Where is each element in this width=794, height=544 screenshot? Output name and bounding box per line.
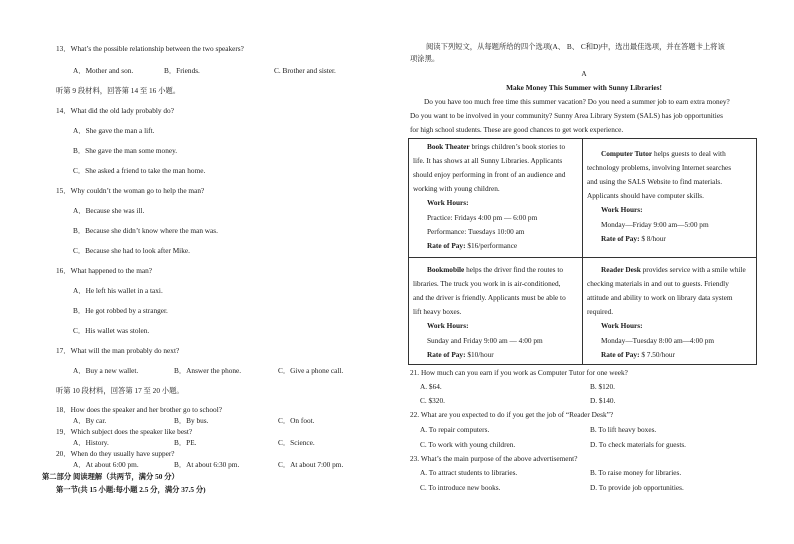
q23-option-c: C. To introduce new books. xyxy=(420,483,501,492)
rate-label: Rate of Pay: xyxy=(427,240,468,250)
ad-cell-book-theater xyxy=(408,138,583,258)
q19-option-b: B．PE. xyxy=(174,438,197,447)
cell-text: working with young children. xyxy=(413,184,500,194)
q16-option-a: A．He left his wallet in a taxi. xyxy=(73,286,163,295)
cell-text: should enjoy performing in front of an audience and xyxy=(413,170,566,180)
job-title-computer-tutor: Computer Tutor xyxy=(601,149,653,158)
question-14-stem: 14．What did the old lady probably do? xyxy=(56,106,174,115)
q17-option-c: C．Give a phone call. xyxy=(278,366,344,375)
work-hours-value: Monday—Tuesday 8:00 am—4:00 pm xyxy=(601,335,715,345)
work-hours-value: Performance: Tuesdays 10:00 am xyxy=(427,226,525,236)
work-hours-label: Work Hours: xyxy=(601,205,643,215)
passage-paragraph-line3: for high school students. These are good chances to get work experience. xyxy=(410,125,624,134)
q20-option-b: B．At about 6:30 pm. xyxy=(174,460,240,469)
cell-text: helps guests to deal with xyxy=(652,149,726,158)
rate-label: Rate of Pay: xyxy=(601,349,642,359)
cell-text: brings children’s book stories to xyxy=(469,142,566,151)
q15-option-a: A．Because she was ill. xyxy=(73,206,145,215)
question-17-stem: 17．What will the man probably do next? xyxy=(56,346,180,355)
q14-option-b: B．She gave the man some money. xyxy=(73,146,178,155)
question-20-stem: 20．When do they usually have supper? xyxy=(56,449,175,458)
rate-value: $ 8/hour xyxy=(641,233,666,243)
cell-text: life. It has shows at all Sunny Libraries. Applicants xyxy=(413,156,563,166)
work-hours-value: Monday—Friday 9:00 am—5:00 pm xyxy=(601,219,709,229)
q23-option-b: B. To raise money for libraries. xyxy=(590,468,682,477)
q13-option-c: C. Brother and sister. xyxy=(274,66,336,75)
rate-label: Rate of Pay: xyxy=(427,349,468,359)
job-title-book-theater: Book Theater xyxy=(427,142,470,151)
q19-option-a: A．History. xyxy=(73,438,109,447)
passage-paragraph-line1: Do you have too much free time this summer vacation? Do you need a summer job to earn extra money? xyxy=(424,97,730,106)
q22-option-d: D. To check materials for guests. xyxy=(590,440,687,449)
work-hours-label: Work Hours: xyxy=(601,321,643,331)
q17-option-b: B．Answer the phone. xyxy=(174,366,242,375)
section-one-heading: 第一节(共 15 小题:每小题 2.5 分，满分 37.5 分) xyxy=(56,485,206,494)
question-19-stem: 19．Which subject does the speaker like best? xyxy=(56,427,193,436)
question-23-stem: 23. What’s the main purpose of the above advertisement? xyxy=(410,454,578,463)
cell-text: helps the driver find the routes to xyxy=(464,265,563,274)
question-22-stem: 22. What are you expected to do if you get the job of “Reader Desk”? xyxy=(410,410,614,419)
q13-option-b: B．Friends. xyxy=(164,66,200,75)
q14-option-a: A．She gave the man a lift. xyxy=(73,126,155,135)
q19-option-c: C．Science. xyxy=(278,438,315,447)
cell-text: attitude and ability to work on library data system xyxy=(587,293,733,303)
question-16-stem: 16．What happened to the man? xyxy=(56,266,153,275)
cell-text: and the driver is friendly. Applicants must be able to xyxy=(413,293,566,303)
ad-cell-computer-tutor xyxy=(582,138,757,258)
work-hours-value: Practice: Fridays 4:00 pm — 6:00 pm xyxy=(427,212,538,222)
cell-text: Applicants should have computer skills. xyxy=(587,191,704,201)
cell-text: checking materials in and out to guests. Friendly xyxy=(587,279,729,289)
part-two-heading: 第二部分 阅读理解（共两节，满分 50 分） xyxy=(42,472,179,481)
rate-value: $ 7.50/hour xyxy=(641,349,675,359)
question-18-stem: 18．How does the speaker and her brother go to school? xyxy=(56,405,222,414)
job-title-reader-desk: Reader Desk xyxy=(601,265,641,274)
q18-option-a: A．By car. xyxy=(73,416,107,425)
question-15-stem: 15．Why couldn’t the woman go to help the man? xyxy=(56,186,205,195)
work-hours-value: Sunday and Friday 9:00 am — 4:00 pm xyxy=(427,335,543,345)
ad-cell-reader-desk xyxy=(582,257,757,365)
reading-instruction-line2: 项涂黑。 xyxy=(410,54,440,63)
rate-value: $16/performance xyxy=(467,240,518,250)
q17-option-a: A．Buy a new wallet. xyxy=(73,366,139,375)
q21-option-a: A. $64. xyxy=(420,382,442,391)
q18-option-b: B．By bus. xyxy=(174,416,209,425)
passage-paragraph-line2: Do you want to be involved in your community? Sunny Area Library System (SALS) has job opportunities xyxy=(410,111,723,120)
cell-text: required. xyxy=(587,307,614,317)
q21-option-b: B. $120. xyxy=(590,382,615,391)
q14-option-c: C．She asked a friend to take the man home. xyxy=(73,166,206,175)
question-21-stem: 21. How much can you earn if you work as Computer Tutor for one week? xyxy=(410,368,628,377)
q20-option-a: A．At about 6:00 pm. xyxy=(73,460,139,469)
cell-text: libraries. The truck you work in is air-conditioned, xyxy=(413,279,561,289)
q21-option-c: C. $320. xyxy=(420,396,445,405)
q21-option-d: D. $140. xyxy=(590,396,616,405)
work-hours-label: Work Hours: xyxy=(427,321,469,331)
q16-option-b: B．He got robbed by a stranger. xyxy=(73,306,168,315)
q23-option-d: D. To provide job opportunities. xyxy=(590,483,684,492)
passage-letter: A xyxy=(581,69,587,78)
work-hours-label: Work Hours: xyxy=(427,198,469,208)
q13-option-a: A．Mother and son. xyxy=(73,66,134,75)
q22-option-a: A. To repair computers. xyxy=(420,425,490,434)
q20-option-c: C．At about 7:00 pm. xyxy=(278,460,344,469)
cell-text: technology problems, involving Internet searches xyxy=(587,163,732,173)
q15-option-b: B．Because she didn’t know where the man was. xyxy=(73,226,218,235)
instruction-passage-9: 听第 9 段材料，回答第 14 至 16 小题。 xyxy=(56,86,181,95)
reading-instruction-line1: 阅读下列短文，从每题所给的四个选项(A、 B、 C和D)中，选出最佳选项，并在答题卡上将该 xyxy=(426,42,725,51)
cell-text: and using the SALS Website to find materials. xyxy=(587,177,723,187)
rate-value: $10/hour xyxy=(467,349,494,359)
passage-title: Make Money This Summer with Sunny Libraries! xyxy=(506,83,662,92)
rate-label: Rate of Pay: xyxy=(601,233,642,243)
q16-option-c: C．His wallet was stolen. xyxy=(73,326,150,335)
q22-option-b: B. To lift heavy boxes. xyxy=(590,425,657,434)
q23-option-a: A. To attract students to libraries. xyxy=(420,468,518,477)
instruction-passage-10: 听第 10 段材料，回答第 17 至 20 小题。 xyxy=(56,386,184,395)
cell-text: lift heavy boxes. xyxy=(413,307,462,317)
job-title-bookmobile: Bookmobile xyxy=(427,265,465,274)
q15-option-c: C．Because she had to look after Mike. xyxy=(73,246,190,255)
cell-text: provides service with a smile while xyxy=(640,265,746,274)
question-13-stem: 13．What’s the possible relationship between the two speakers? xyxy=(56,44,244,53)
q18-option-c: C．On foot. xyxy=(278,416,315,425)
ad-cell-bookmobile xyxy=(408,257,583,365)
q22-option-c: C. To work with young children. xyxy=(420,440,516,449)
